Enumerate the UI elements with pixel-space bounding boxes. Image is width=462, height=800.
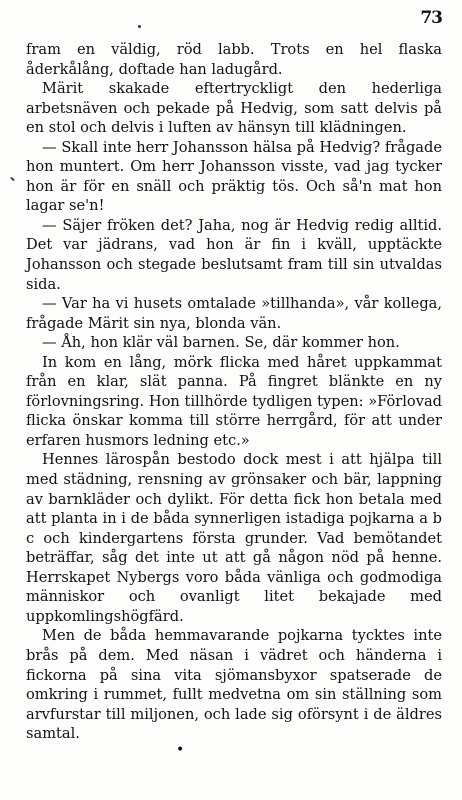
bottom-mark: •	[176, 742, 185, 758]
paragraph: fram en väldig, röd labb. Trots en hel flaska åderkålång, doftade han ladugård.	[26, 41, 442, 78]
paragraph: In kom en lång, mörk flicka med håret uppkammat från en klar, slät panna. På fingret blänkte en ny förlovningsring. Hon tillhörde tydligen typen: »Förlovad flicka önskar komma till större herrgård, för att under erfaren husmors ledning etc.»	[26, 353, 442, 449]
paragraph: — Var ha vi husets omtalade »tillhanda», vår kollega, frågade Märit sin nya, blonda vän.	[26, 295, 442, 332]
paragraph: Men de båda hemmavarande pojkarna tycktes inte brås på dem. Med näsan i vädret och händerna i fickorna på sina vita sjömansbyxor spatserade de omkring i rummet, fullt medvetna om sin ställning som arvfurstar till miljonen, och lade sig oförsynt i de äldres samtal.	[26, 627, 442, 743]
paragraph: — Åh, hon klär väl barnen. Se, där kommer hon.	[42, 334, 400, 352]
paragraph: — Skall inte herr Johansson hälsa på Hedvig? frågade hon muntert. Om herr Johansson visste, vad jag tycker hon är för en snäll och präktig tös. Och så'n mat hon lagar se'n!	[26, 138, 442, 215]
speck-mark	[138, 25, 141, 28]
page-number: 73	[420, 8, 442, 28]
body-text	[26, 40, 442, 744]
paragraph: Hennes lärospån bestodo dock mest i att hjälpa till med städning, rensning av grönsaker och bär, lappning av barnkläder och dylikt. För detta fick hon betala med att planta in i de båda synnerligen istadiga pojkarna a b c och kindergartens första grunder. Vad bemötandet beträffar, såg det inte ut att gå någon nöd på henne. Herrskapet Nybergs voro båda vänliga och godmodiga människor och ovanligt litet bekajade med uppkomlingshögfärd.	[26, 451, 442, 625]
speck-mark	[10, 177, 15, 182]
paragraph: — Säjer fröken det? Jaha, nog är Hedvig redig alltid. Det var jädrans, vad hon är fin i kväll, upptäckte Johansson och stegade beslutsamt fram till sin utvaldas sida.	[26, 216, 442, 293]
paragraph: Märit skakade eftertryckligt den hederliga arbetsnäven och pekade på Hedvig, som satt delvis på en stol och delvis i luften av hänsyn till klädningen.	[26, 80, 442, 137]
